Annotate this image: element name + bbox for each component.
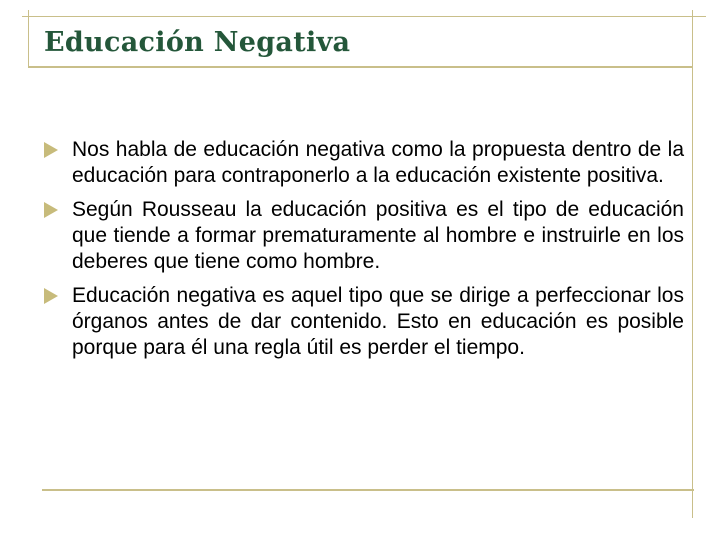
triangle-bullet-icon [44, 202, 58, 218]
triangle-bullet-icon [44, 142, 58, 158]
bottom-rule [42, 489, 694, 491]
title-underline [28, 66, 693, 68]
triangle-bullet-icon [44, 288, 58, 304]
bullet-list [44, 137, 684, 361]
bullet-item-1 [44, 137, 684, 189]
frame-left-line [28, 10, 29, 68]
slide-title: Educación Negativa [44, 27, 351, 58]
bullet-text-3: Educación negativa es aquel tipo que se dirige a perfeccionar los órganos antes de dar contenido. Esto en educación es posible porque para él una regla útil es perder el tiempo. [72, 284, 684, 359]
frame-top-line [22, 16, 706, 17]
bullet-item-2 [44, 197, 684, 275]
bullet-text-2: Según Rousseau la educación positiva es el tipo de educación que tiende a formar prematuramente al hombre e instruirle en los deberes que tiene como hombre. [72, 198, 684, 273]
frame-right-line [692, 10, 693, 518]
bullet-item-3 [44, 283, 684, 361]
bullet-text-1: Nos habla de educación negativa como la propuesta dentro de la educación para contraponerlo a la educación existente positiva. [72, 138, 684, 187]
